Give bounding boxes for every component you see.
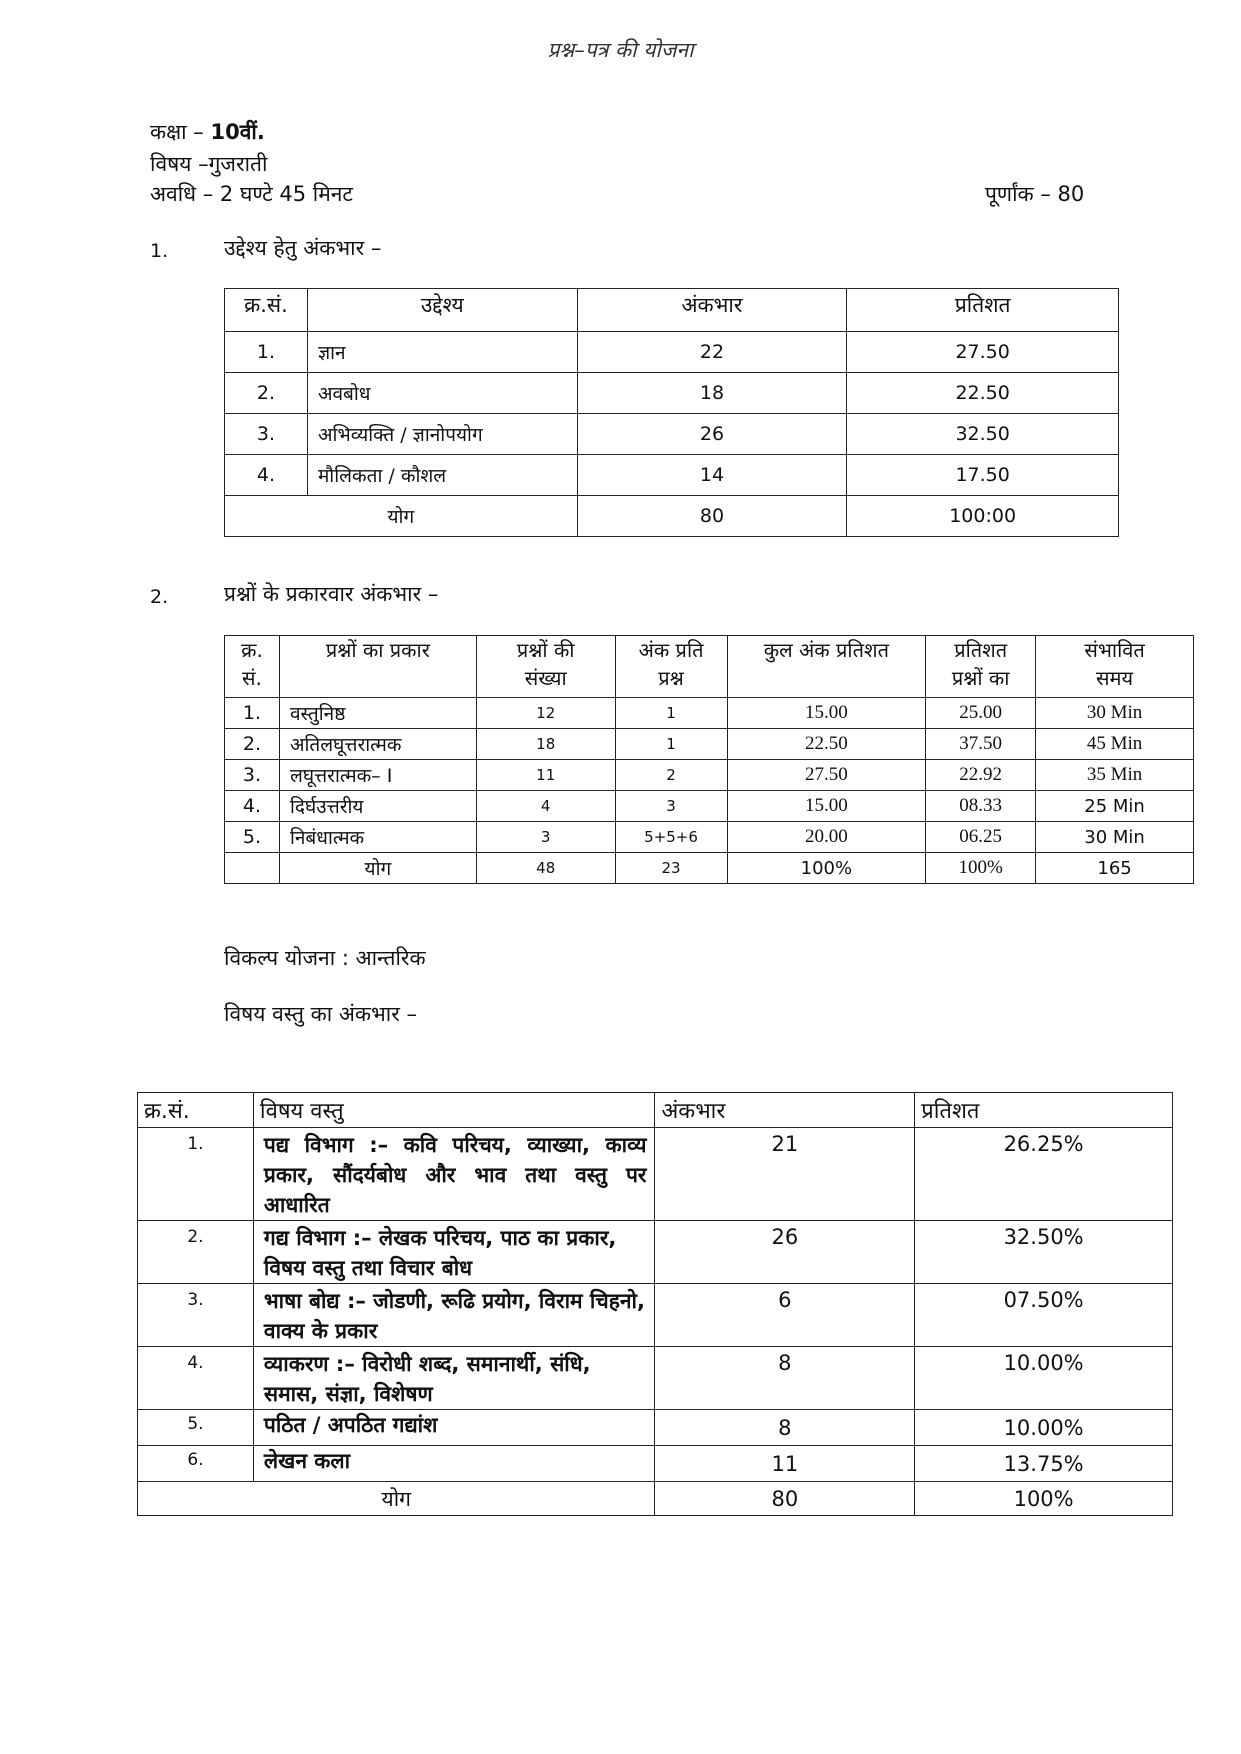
table-row xyxy=(225,822,1194,853)
table-total-row xyxy=(225,496,1119,537)
content-cell: भाषा बोद्य :– जोडणी, रूढि प्रयोग, विराम चिहनो, वाक्य के प्रकार xyxy=(253,1284,655,1347)
total-label-cell: योग xyxy=(225,496,578,537)
sn-cell: 1. xyxy=(138,1128,254,1221)
marks-cell: 18 xyxy=(577,373,847,414)
header-line: प्रश्नों की xyxy=(516,638,575,662)
header-cell xyxy=(476,636,615,698)
header-cell xyxy=(727,636,926,698)
content-cell: पद्य विभाग :– कवि परिचय, व्याख्या, काव्य प्रकार, सौंदर्यबोध और भाव तथा वस्तु पर आधारित xyxy=(253,1128,655,1221)
table-header-row xyxy=(225,636,1194,698)
q-pct-cell: 25.00 xyxy=(926,698,1036,729)
total-marks-cell: 80 xyxy=(655,1482,915,1516)
section1-title: उद्देश्य हेतु अंकभार – xyxy=(224,236,382,260)
total-marks-cell: 80 xyxy=(577,496,847,537)
header-cell: क्र.सं. xyxy=(225,289,308,332)
header-line: संख्या xyxy=(524,666,567,690)
sn-cell: 4. xyxy=(225,455,308,496)
marks-cell: 8 xyxy=(655,1347,915,1410)
q-pct-cell: 22.92 xyxy=(926,760,1036,791)
type-cell: लघूत्तरात्मक– I xyxy=(279,760,476,791)
table-row xyxy=(225,791,1194,822)
table-total-row xyxy=(225,853,1194,884)
header-cell: उद्देश्य xyxy=(307,289,577,332)
page-title: प्रश्न–पत्र की योजना xyxy=(547,38,694,62)
table-row xyxy=(138,1410,1173,1446)
marks-cell: 21 xyxy=(655,1128,915,1221)
count-cell: 12 xyxy=(476,698,615,729)
sn-cell: 2. xyxy=(225,729,280,760)
marks-per-cell: 3 xyxy=(615,791,727,822)
header-line: प्रश्न xyxy=(658,666,684,690)
header-line: कुल अंक प्रतिशत xyxy=(763,638,889,662)
type-cell: दिर्घउत्तरीय xyxy=(279,791,476,822)
header-line: प्रश्नों का प्रकार xyxy=(325,638,430,662)
content-cell: गद्य विभाग :– लेखक परिचय, पाठ का प्रकार, विषय वस्तु तथा विचार बोध xyxy=(253,1221,655,1284)
section3-title: विषय वस्तु का अंकभार – xyxy=(224,1002,417,1026)
subject-line: विषय –गुजराती xyxy=(150,152,268,176)
marks-cell: 26 xyxy=(655,1221,915,1284)
header-line: समय xyxy=(1096,666,1134,690)
header-line: संभावित xyxy=(1084,638,1145,662)
total-pct-cell: 15.00 xyxy=(727,791,926,822)
percent-cell: 10.00% xyxy=(915,1410,1173,1446)
header-cell: क्र.सं. xyxy=(138,1093,254,1128)
header-line: अंक प्रति xyxy=(638,638,704,662)
header-line: प्रतिशत xyxy=(954,638,1008,662)
percent-cell: 10.00% xyxy=(915,1347,1173,1410)
marks-per-cell: 1 xyxy=(615,729,727,760)
class-value: 10वीं. xyxy=(210,120,265,144)
sn-cell: 6. xyxy=(138,1446,254,1482)
percent-cell: 32.50 xyxy=(847,414,1119,455)
header-cell: प्रतिशत xyxy=(847,289,1119,332)
total-percent-cell: 100:00 xyxy=(847,496,1119,537)
percent-cell: 22.50 xyxy=(847,373,1119,414)
table-row xyxy=(225,414,1119,455)
table-header-row xyxy=(138,1093,1173,1128)
question-type-weightage-table xyxy=(224,635,1194,884)
q-pct-cell: 37.50 xyxy=(926,729,1036,760)
sn-cell: 3. xyxy=(225,414,308,455)
count-cell: 11 xyxy=(476,760,615,791)
header-cell xyxy=(1036,636,1194,698)
header-cell: प्रतिशत xyxy=(915,1093,1173,1128)
sn-cell: 1. xyxy=(225,698,280,729)
percent-cell: 27.50 xyxy=(847,332,1119,373)
objective-cell: अवबोध xyxy=(307,373,577,414)
section2-title: प्रश्नों के प्रकारवार अंकभार – xyxy=(224,582,439,606)
total-marks-per-cell: 23 xyxy=(615,853,727,884)
type-cell: अतिलघूत्तरात्मक xyxy=(279,729,476,760)
time-cell: 30 Min xyxy=(1036,698,1194,729)
header-cell: अंकभार xyxy=(577,289,847,332)
total-marks-line: पूर्णांक – 80 xyxy=(985,182,1085,206)
q-pct-cell: 06.25 xyxy=(926,822,1036,853)
header-cell xyxy=(279,636,476,698)
percent-cell: 13.75% xyxy=(915,1446,1173,1482)
table-row xyxy=(225,760,1194,791)
marks-cell: 26 xyxy=(577,414,847,455)
option-plan-line: विकल्प योजना : आन्तरिक xyxy=(224,946,426,970)
header-line: क्र. xyxy=(241,638,263,662)
content-weightage-table xyxy=(137,1092,1173,1516)
time-cell: 35 Min xyxy=(1036,760,1194,791)
content-cell: व्याकरण :– विरोधी शब्द, समानार्थी, संधि, समास, संज्ञा, विशेषण xyxy=(253,1347,655,1410)
header-cell xyxy=(615,636,727,698)
header-cell: अंकभार xyxy=(655,1093,915,1128)
table-row xyxy=(138,1347,1173,1410)
total-percent-cell: 100% xyxy=(915,1482,1173,1516)
header-cell: विषय वस्तु xyxy=(253,1093,655,1128)
percent-cell: 26.25% xyxy=(915,1128,1173,1221)
total-label-cell: योग xyxy=(279,853,476,884)
count-cell: 18 xyxy=(476,729,615,760)
objective-cell: मौलिकता / कौशल xyxy=(307,455,577,496)
class-line xyxy=(150,118,265,146)
objective-weightage-table xyxy=(224,288,1119,537)
marks-cell: 22 xyxy=(577,332,847,373)
marks-cell: 8 xyxy=(655,1410,915,1446)
time-cell: 30 Min xyxy=(1036,822,1194,853)
count-cell: 3 xyxy=(476,822,615,853)
section2-number: 2. xyxy=(150,586,169,608)
marks-per-cell: 1 xyxy=(615,698,727,729)
type-cell: वस्तुनिष्ठ xyxy=(279,698,476,729)
table-row xyxy=(225,729,1194,760)
total-q-pct-cell: 100% xyxy=(926,853,1036,884)
table-row xyxy=(225,455,1119,496)
table-row xyxy=(138,1284,1173,1347)
class-label: कक्षा – xyxy=(150,120,211,144)
percent-cell: 17.50 xyxy=(847,455,1119,496)
duration-line: अवधि – 2 घण्टे 45 मिनट xyxy=(150,182,354,206)
table-header-row xyxy=(225,289,1119,332)
sn-cell: 5. xyxy=(225,822,280,853)
sn-cell: 2. xyxy=(138,1221,254,1284)
content-cell: लेखन कला xyxy=(253,1446,655,1482)
total-count-cell: 48 xyxy=(476,853,615,884)
marks-cell: 11 xyxy=(655,1446,915,1482)
objective-cell: अभिव्यक्ति / ज्ञानोपयोग xyxy=(307,414,577,455)
time-cell: 45 Min xyxy=(1036,729,1194,760)
sn-cell: 3. xyxy=(225,760,280,791)
marks-per-cell: 2 xyxy=(615,760,727,791)
sn-cell: 2. xyxy=(225,373,308,414)
marks-per-cell: 5+5+6 xyxy=(615,822,727,853)
header-line: प्रश्नों का xyxy=(951,666,1010,690)
marks-cell: 6 xyxy=(655,1284,915,1347)
total-pct-cell: 22.50 xyxy=(727,729,926,760)
table-row xyxy=(225,373,1119,414)
q-pct-cell: 08.33 xyxy=(926,791,1036,822)
header-cell xyxy=(926,636,1036,698)
type-cell: निबंधात्मक xyxy=(279,822,476,853)
count-cell: 4 xyxy=(476,791,615,822)
sn-cell: 5. xyxy=(138,1410,254,1446)
table-row xyxy=(225,698,1194,729)
total-pct-cell: 20.00 xyxy=(727,822,926,853)
total-pct-cell: 100% xyxy=(727,853,926,884)
sn-cell: 3. xyxy=(138,1284,254,1347)
empty-cell xyxy=(225,853,280,884)
content-cell: पठित / अपठित गद्यांश xyxy=(253,1410,655,1446)
table-row xyxy=(138,1128,1173,1221)
table-total-row xyxy=(138,1482,1173,1516)
time-cell: 25 Min xyxy=(1036,791,1194,822)
sn-cell: 4. xyxy=(138,1347,254,1410)
sn-cell: 1. xyxy=(225,332,308,373)
header-line: सं. xyxy=(242,666,262,690)
total-label-cell: योग xyxy=(138,1482,655,1516)
percent-cell: 32.50% xyxy=(915,1221,1173,1284)
header-cell xyxy=(225,636,280,698)
table-row xyxy=(138,1221,1173,1284)
total-time-cell: 165 xyxy=(1036,853,1194,884)
table-row xyxy=(225,332,1119,373)
section1-number: 1. xyxy=(150,240,169,262)
objective-cell: ज्ञान xyxy=(307,332,577,373)
percent-cell: 07.50% xyxy=(915,1284,1173,1347)
table-row xyxy=(138,1446,1173,1482)
marks-cell: 14 xyxy=(577,455,847,496)
total-pct-cell: 15.00 xyxy=(727,698,926,729)
sn-cell: 4. xyxy=(225,791,280,822)
total-pct-cell: 27.50 xyxy=(727,760,926,791)
